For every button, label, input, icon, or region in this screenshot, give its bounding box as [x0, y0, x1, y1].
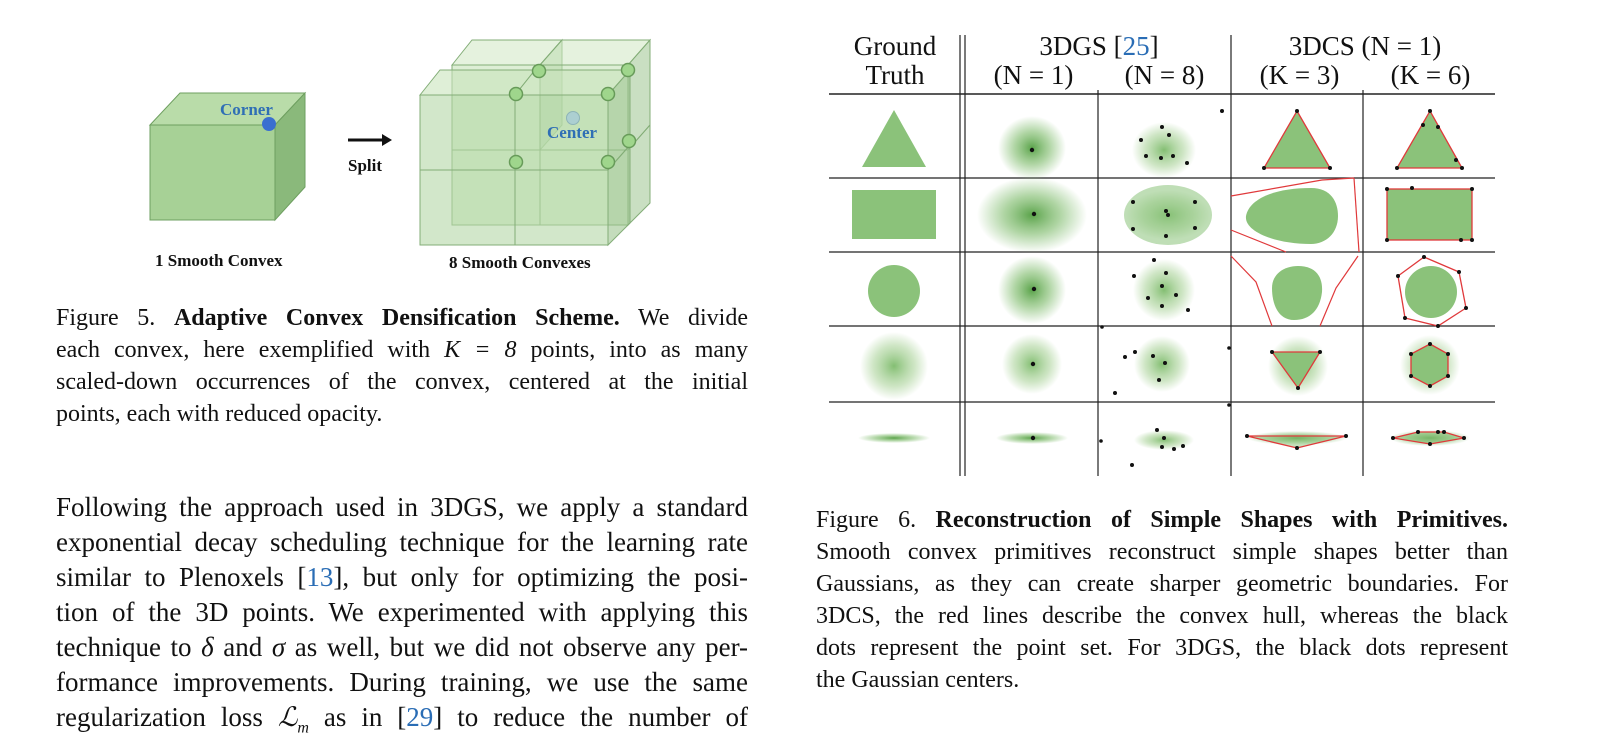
- fig5-caption-l1-rest: We divide: [638, 305, 748, 331]
- figure-5-caption: [56, 302, 748, 430]
- fig6-caption-prefix: Figure 6.: [816, 507, 917, 533]
- fig5-caption-prefix: Figure 5.: [56, 305, 156, 331]
- header-3dgs-label: 3DGS [: [1039, 31, 1123, 61]
- fig5-caption-title: Adaptive Convex Densification Scheme.: [173, 305, 620, 331]
- corner-label: Corner: [220, 100, 273, 119]
- body-line-6: formance improvements. During training, we use the same: [56, 667, 748, 697]
- fig6-caption-l3: Gaussians, as they can create sharper geometric boundaries. For: [816, 571, 1508, 597]
- fig6-caption-l6: the Gaussian centers.: [816, 667, 1020, 693]
- header-3dgs-end: ]: [1149, 31, 1159, 61]
- body-line-1: Following the approach used in 3DGS, we apply a standard: [56, 492, 748, 522]
- loss-subscript: m: [297, 719, 309, 737]
- fig6-caption-l4: 3DCS, the red lines describe the convex hull, whereas the black: [816, 603, 1508, 629]
- body-line-5b: and: [223, 632, 263, 662]
- sub-header-n8: (N = 8): [1124, 60, 1205, 90]
- fig5-caption-math: K = 8: [444, 337, 517, 363]
- row-rectangle: [852, 177, 1474, 253]
- corner-point: [262, 117, 276, 131]
- header-ground: Ground: [853, 31, 937, 61]
- eight-convexes-caption: 8 Smooth Convexes: [449, 253, 591, 272]
- fig6-caption-l2: Smooth convex primitives reconstruct simple shapes better than: [816, 539, 1508, 565]
- body-line-5: [56, 630, 748, 665]
- center-label: Center: [547, 123, 598, 142]
- eight-convexes-group: [420, 40, 650, 245]
- row-circle: [868, 255, 1468, 328]
- sub-header-n1: (N = 1): [993, 60, 1074, 90]
- body-line-7c: ] to reduce the number of: [433, 702, 748, 732]
- header-truth: Truth: [865, 60, 925, 90]
- body-line-2: exponential decay scheduling technique for the learning rate: [56, 527, 748, 557]
- body-line-7: [56, 700, 748, 745]
- body-line-5a: technique to: [56, 632, 192, 662]
- fig6-caption-l5: dots represent the point set. For 3DGS, the black dots represent: [816, 635, 1508, 661]
- split-label: Split: [348, 156, 383, 175]
- citation-29[interactable]: 29: [406, 702, 434, 732]
- body-paragraph: [56, 490, 748, 745]
- row-blob: [860, 325, 1460, 400]
- figure-5-diagram: [130, 35, 690, 280]
- single-convex-caption: 1 Smooth Convex: [155, 251, 283, 270]
- sub-header-k3: (K = 3): [1259, 60, 1340, 90]
- body-line-5c: as well, but we did not observe any per-: [294, 632, 749, 662]
- fig5-caption-l3: scaled-down occurrences of the convex, centered at the initial: [56, 369, 748, 395]
- body-line-7a: regularization loss: [56, 702, 263, 732]
- body-line-3a: similar to Plenoxels [: [56, 562, 307, 592]
- fig5-caption-l2a: each convex, here exemplified with: [56, 337, 431, 363]
- fig6-caption-title: Reconstruction of Simple Shapes with Primitives.: [935, 507, 1508, 533]
- loss-symbol: ℒ: [277, 702, 298, 732]
- body-line-3: [56, 560, 748, 595]
- split-arrow: [348, 134, 392, 146]
- figure-6-grid: [826, 30, 1498, 478]
- sub-header-k6: (K = 6): [1390, 60, 1471, 90]
- grid-lines: [829, 35, 1495, 476]
- figure-6-caption: [816, 504, 1508, 696]
- row-triangle: [862, 109, 1464, 180]
- sigma-symbol: σ: [271, 632, 286, 662]
- body-line-4: tion of the 3D points. We experimented with applying this: [56, 597, 748, 627]
- header-3dcs: 3DCS (N = 1): [1288, 31, 1442, 61]
- row-flat-ellipse: [858, 403, 1470, 467]
- fig5-caption-l4: points, each with reduced opacity.: [56, 401, 383, 427]
- fig5-caption-l2b: points, into as many: [530, 337, 749, 363]
- body-line-3b: ], but only for optimizing the posi-: [333, 562, 749, 592]
- delta-symbol: δ: [201, 632, 214, 662]
- citation-25[interactable]: 25: [1122, 31, 1150, 61]
- citation-13[interactable]: 13: [306, 562, 334, 592]
- body-line-7b: as in [: [323, 702, 407, 732]
